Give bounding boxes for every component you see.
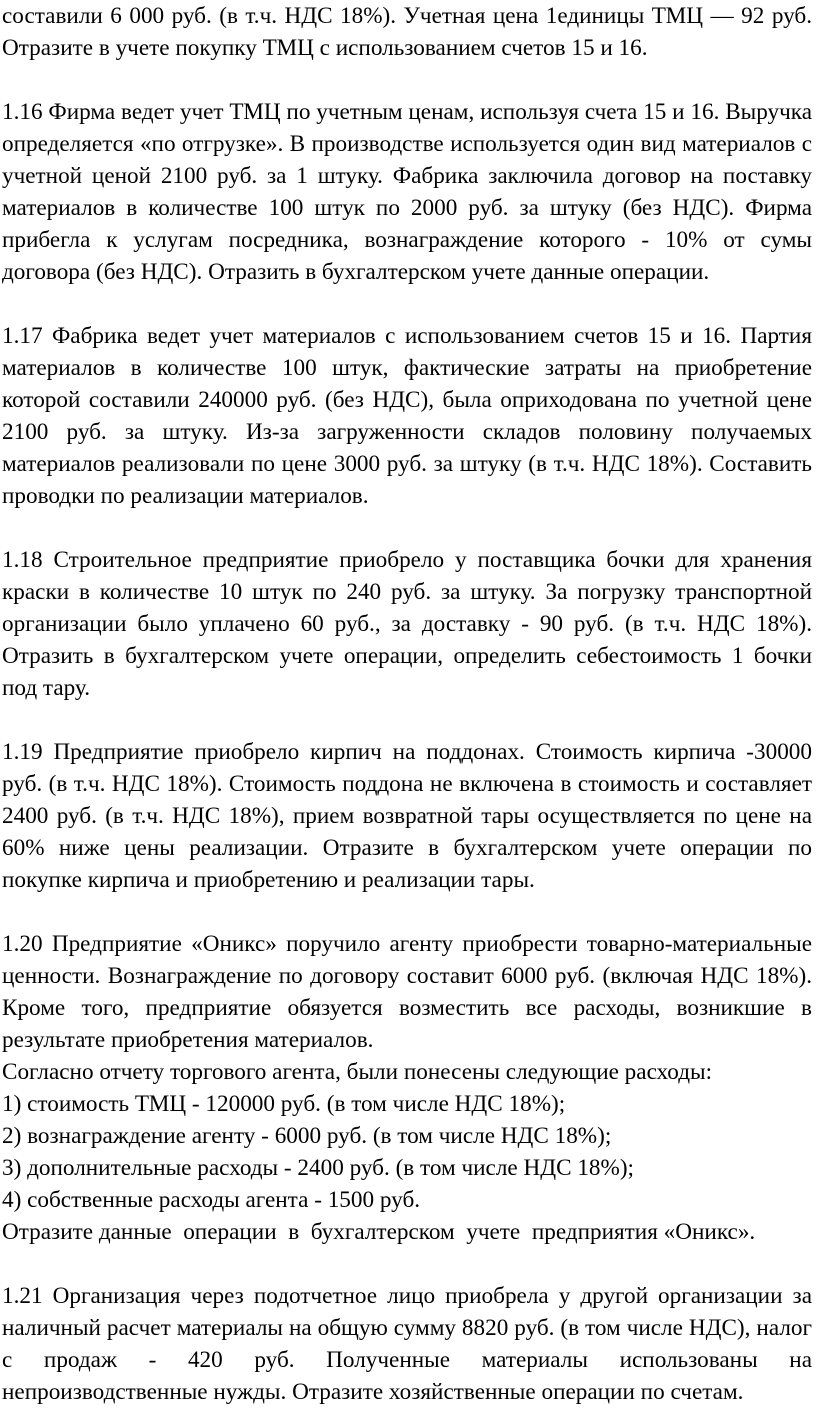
paragraph-spacer	[2, 64, 812, 96]
expense-list-item: 2) вознаграждение агенту - 6000 руб. (в том числе НДС 18%);	[2, 1123, 612, 1149]
paragraph-spacer	[2, 512, 812, 544]
task-1-20-closing: Отразите данные операции в бухгалтерском учете предприятия «Оникс».	[2, 1219, 756, 1245]
expense-list-item: 3) дополнительные расходы - 2400 руб. (в том числе НДС 18%);	[2, 1155, 635, 1181]
task-1-19-paragraph: 1.19 Предприятие приобрело кирпич на поддонах. Стоимость кирпича -30000 руб. (в т.ч. НДС 18%). Стоимость поддона не включена в стоимость и составляет 2400 руб. (в т.ч. НДС 18%), прием возвратной тары осуществляется по цене на 60% ниже цены реализации. Отразите в бухгалтерском учете операции по покупке кирпича и приобретению и реализации тары.	[2, 739, 812, 893]
task-1-16-paragraph: 1.16 Фирма ведет учет ТМЦ по учетным ценам, используя счета 15 и 16. Выручка определяется «по отгрузке». В производстве используется один вид материалов с учетной ценой 2100 руб. за 1 штуку. Фабрика заключила договор на поставку материалов в количестве 100 штук по 2000 руб. за штуку (без НДС). Фирма прибегла к услугам посредника, вознаграждение которого - 10% от сумы договора (без НДС). Отразить в бухгалтерском учете данные операции.	[2, 99, 812, 285]
paragraph-spacer	[2, 288, 812, 320]
task-1-18-paragraph: 1.18 Строительное предприятие приобрело у поставщика бочки для хранения краски в количестве 10 штук по 240 руб. за штуку. За погрузку транспортной организации было уплачено 60 руб., за доставку - 90 руб. (в т.ч. НДС 18%). Отразить в бухгалтерском учете операции, определить себестоимость 1 бочки под тару.	[2, 547, 812, 701]
expense-list-item: 4) собственные расходы агента - 1500 руб.	[2, 1187, 421, 1213]
paragraph-spacer	[2, 704, 812, 736]
paragraph-spacer	[2, 1248, 812, 1280]
paragraph-spacer	[2, 896, 812, 928]
task-1-21-paragraph: 1.21 Организация через подотчетное лицо приобрела у другой организации за наличный расчет материалы на общую сумму 8820 руб. (в том числе НДС), налог с продаж - 420 руб. Полученные материалы использованы на непроизводственные нужды. Отразите хозяйственные операции по счетам.	[2, 1283, 812, 1405]
expense-list-item: 1) стоимость ТМЦ - 120000 руб. (в том числе НДС 18%);	[2, 1091, 566, 1117]
intro-paragraph: составили 6 000 руб. (в т.ч. НДС 18%). Учетная цена 1единицы ТМЦ — 92 руб. Отразите в учете покупку ТМЦ с использованием счетов 15 и 16.	[2, 3, 812, 61]
task-1-17-paragraph: 1.17 Фабрика ведет учет материалов с использованием счетов 15 и 16. Партия материалов в количестве 100 штук, фактические затраты на приобретение которой составили 240000 руб. (без НДС), была оприходована по учетной цене 2100 руб. за штуку. Из-за загруженности складов половину получаемых материалов реализовали по цене 3000 руб. за штуку (в т.ч. НДС 18%). Составить проводки по реализации материалов.	[2, 323, 812, 509]
task-1-20-expenses-lead: Согласно отчету торгового агента, были понесены следующие расходы:	[2, 1059, 713, 1085]
task-1-20-paragraph: 1.20 Предприятие «Оникс» поручило агенту приобрести товарно-материальные ценности. Вознаграждение по договору составит 6000 руб. (включая НДС 18%). Кроме того, предприятие обязуется возместить все расходы, возникшие в результате приобретения материалов.	[2, 931, 812, 1053]
